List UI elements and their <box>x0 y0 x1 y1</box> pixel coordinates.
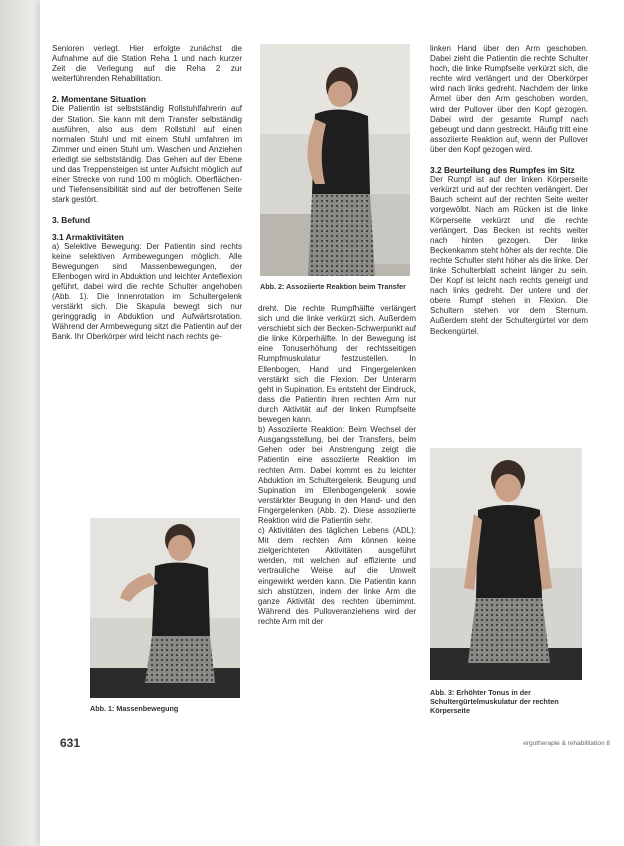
heading-situation: 2. Momentane Situation <box>52 94 146 105</box>
page-shadow <box>0 0 40 846</box>
column-right <box>430 44 588 337</box>
figure-3-photo <box>430 448 582 680</box>
page-number: 631 <box>60 736 81 750</box>
pullover-paragraph: linken Hand über den Arm geschoben. Dabei zieht die Patientin die rechte Schulter hoch, die linke Rumpfseite verkürzt sich, die rechte wird verlängert und der Oberkörper wird nach links gedreht. Nachdem der linke Ärmel über den Arm geschoben worden, wird der Pullover über den Kopf gezogen. Dabei wird der gesamte Rumpf nach gebeugt und dann gestreckt. Häufig tritt eine assoziierte Reaktion auf, wenn der Pullover über den Kopf gezogen wird. <box>430 44 588 154</box>
rumpf-paragraph: dreht. Die rechte Rumpfhälfte verlängert sich und die linke verkürzt sich. Außerdem verschiebt sich der Becken-Schwerpunkt auf die linke Körperhälfte. In der Bewegung ist eine Tonuserhöhung der rechtsseitigen Rumpfmuskulatur festzustellen. In Ellenbogen, Hand und Fingergelenken verstärkt sich die Flexion. Der Unterarm geht in Supination. Es entsteht der Eindruck, dass die Patientin ihren rechten Arm nur durch Aktivität auf der linken Rumpfseite bewegen kann. <box>258 304 416 425</box>
situation-paragraph: Die Patientin ist selbstständig Rollstuhlfahrerin auf der Station. Sie kann mit dem Transfer selbständig ausführen, also aus dem Rollstuhl auf einen normalen Stuhl und mit einem Stuhl umfahren im Zimmer und einen Stuhl um. Waschen und Anziehen erledigt sie selbstständig. Das Gehen auf der Ebene und das Treppensteigen ist unter Aufsicht möglich auf einer Strecke von rund 100 m möglich. Oberflächen- und Tiefensensibilität sind auf der betroffenen Seite stark gestört. <box>52 104 242 205</box>
rumpf-sitz-paragraph: Der Rumpf ist auf der linken Körperseite verkürzt und auf der rechten verlängert. Der Bauch scheint auf der rechten Seite weiter vorgewölbt. Nach am Rücken ist die linke Körperseite verkürzt und die rechte verlängert. Das Becken ist rechts weiter nach hinten gezogen. Der linke Beckenkamm steht höher als der rechte. Die rechte Schulter steht höher als die linke. Der linke Schulterblatt scheint länger zu sein. Der Kopf ist leicht nach rechts geneigt und nach links gedreht. Der untere und der obere Rumpf stehen in Flexion. Die Schultern stehen vor dem Sternum. Außerdem steht der Schultergürtel vor dem Beckengürtel. <box>430 175 588 336</box>
heading-armaktivitaeten: 3.1 Armaktivitäten <box>52 231 124 242</box>
heading-rumpf-sitz: 3.2 Beurteilung des Rumpfes im Sitz <box>430 165 575 176</box>
adl-paragraph: c) Aktivitäten des täglichen Lebens (ADL): Mit dem rechten Arm können keine zielgerichteten Aktivitäten ausgeführt werden, mit welchen auf effiziente und vertrauliche Weise auf die Umwelt eingewirkt werden kann. Die Patientin kann sich abstützen, indem der linke Arm die ganze Aktivität des rechten übernimmt. Während des Pulloveranziehens wird der rechte Arm mit der <box>258 526 416 626</box>
armaktivitaeten-paragraph: a) Selektive Bewegung: Der Patientin sind rechts keine selektiven Armbewegungen möglich. Alle Bewegungen sind Massenbewegungen, der Ellenbogen wird in Abduktion und leichter Anteflexion geführt, dabei wird die rechte Schulter angehoben (Abb. 1). Die Innenrotation im Schultergelenk verstärkt sich. Die Skapula bewegt sich nur geringgradig in Abduktion und Aufwärtsrotation. Während der Armbewegung sitzt die Patientin auf der Bank. Ihr Oberkörper wird leicht nach rechts ge- <box>52 241 242 342</box>
figure-1-photo <box>90 518 240 698</box>
intro-paragraph: Senioren verlegt. Hier erfolgte zunächst die Aufnahme auf die Station Reha 1 und nach kurzer Zeit die Verlegung auf die Reha 2 zur weiterführenden Rehabilitation. <box>52 44 242 84</box>
figure-2-caption: Abb. 2: Assoziierte Reaktion beim Transfer <box>260 282 406 291</box>
heading-befund: 3. Befund <box>52 215 91 226</box>
column-middle <box>258 304 416 627</box>
figure-2-photo <box>260 44 410 276</box>
figure-1-caption: Abb. 1: Massenbewegung <box>90 704 179 713</box>
column-left <box>52 44 242 343</box>
assoziierte-reaktion-paragraph: b) Assoziierte Reaktion: Beim Wechsel der Ausgangsstellung, bei der Transfers, beim Gehen oder bei Anstrengung zeigt die Patientin eine assoziierte Reaktion im rechten Arm. Dabei kommt es zu leichter Abduktion im Schultergelenk. Beugung und Supination im Ellenbogengelenk sowie verstärkter Beugung in den Hand- und den Fingergelenken (Abb. 2). Diese assoziierte Reaktion wird die Patientin sehr. <box>258 425 416 525</box>
figure-3-caption: Abb. 3: Erhöhter Tonus in der Schultergürtelmuskulatur der rechten Körperseite <box>430 688 559 715</box>
journal-source: ergotherapie & rehabilitation 8 <box>523 740 610 747</box>
